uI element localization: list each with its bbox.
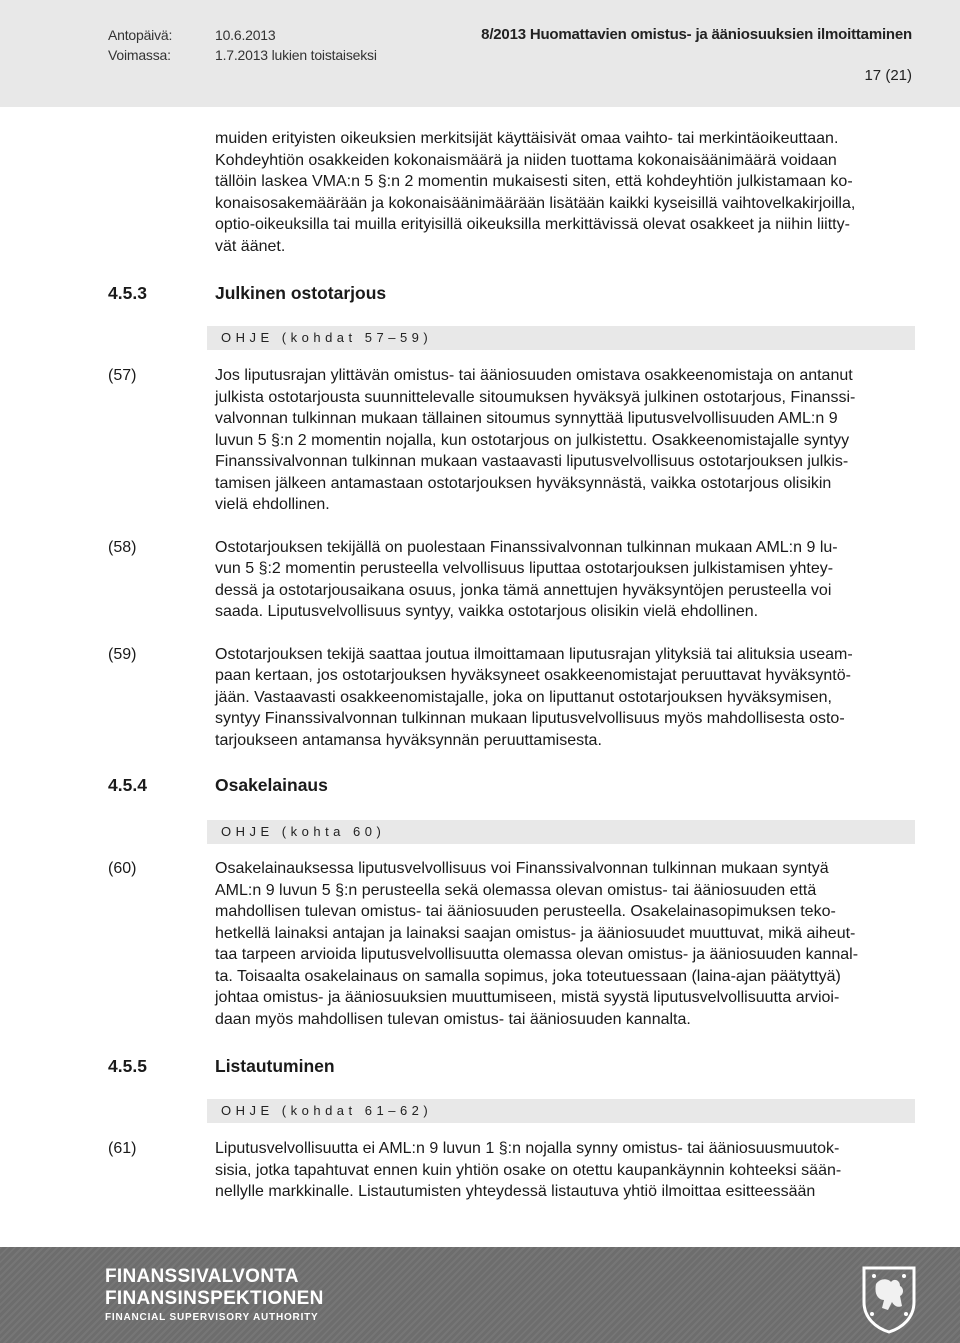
text-line: jään. Vastaavasti osakkeenomistajalle, joka on liputtanut ostotarjouksen hyväksymisen, bbox=[215, 688, 832, 706]
section-title: Listautuminen bbox=[215, 1056, 335, 1076]
text-line: vun 5 §:2 momentin perusteella velvollisuus liputtaa ostotarjouksen julkistamisen yhtey- bbox=[215, 560, 834, 577]
page-header bbox=[0, 0, 960, 107]
text-line: Finanssivalvonnan tulkinnan mukaan vastaavasti liputusvelvollisuus ostotarjouksen julkis- bbox=[215, 453, 849, 470]
text-line: Ostotarjouksen tekijällä on puolestaan Finanssivalvonnan tulkinnan mukaan AML:n 9 lu- bbox=[215, 538, 838, 556]
text-line: nellylle markkinalle. Listautumisten yhteydessä listautuva yhtiö ilmoittaa esitteessään bbox=[215, 1183, 816, 1200]
text-line: tamisen jälkeen antamastaan ostotarjouksen hyväksynnästä, vaikka ostotarjous olisikin bbox=[215, 474, 832, 492]
paragraph-number: (57) bbox=[108, 367, 137, 384]
intro-paragraph bbox=[215, 128, 915, 257]
logo-text-en: FINANCIAL SUPERVISORY AUTHORITY bbox=[105, 1312, 319, 1323]
text-line: mahdollisen tulevan omistus- tai ääniosuuden perusteella. Osakelainasopimuksen teko- bbox=[215, 903, 836, 920]
numbered-paragraph bbox=[0, 1138, 960, 1203]
guidance-banner: OHJE (kohdat 57–59) bbox=[207, 326, 915, 350]
text-line: ta. Toisaalta osakelainaus on samalla sopimus, joka toteutuessaan (laina-ajan päätyttyä) bbox=[215, 967, 841, 985]
text-line: Kohdeyhtiön osakkeiden kokonaismäärä ja niiden tuottama kokonaisäänimäärä voidaan bbox=[215, 151, 837, 169]
issue-date-value: 10.6.2013 bbox=[215, 27, 276, 43]
text-line: paan kertaan, jos ostotarjouksen hyväksyneet osakkeenomistajat peruuttavat hyväksyntö- bbox=[215, 667, 851, 684]
document-title: 8/2013 Huomattavien omistus- ja ääniosuuksien ilmoittaminen bbox=[481, 26, 912, 43]
paragraph-number: (58) bbox=[108, 538, 137, 556]
paragraph-text bbox=[215, 644, 915, 752]
paragraph-text bbox=[215, 537, 915, 623]
text-line: Liputusvelvollisuutta ei AML:n 9 luvun 1 §:n nojalla synny omistus- tai ääniosuusmuutok- bbox=[215, 1140, 840, 1157]
valid-label: Voimassa: bbox=[108, 47, 171, 63]
text-line: luvun 5 §:n 2 momentin nojalla, kun ostotarjous on julkistettu. Osakkeenomistajalle syntyy bbox=[215, 431, 850, 449]
text-line: sisia, jotka tapahtuvat ennen kuin yhtiön osake on otettu kaupankäynnin kohteeksi sään- bbox=[215, 1161, 842, 1179]
paragraph-number: (60) bbox=[108, 860, 137, 877]
text-line: valvonnan tulkinnan mukaan tällainen sitoumus synnyttää liputusvelvollisuuden AML:n 9 bbox=[215, 410, 838, 427]
text-line: optio-oikeuksilla tai muilla erityisillä oikeuksilla merkittävissä olevat osakkeet ja niihin liitty- bbox=[215, 216, 850, 233]
guidance-banner: OHJE (kohdat 61–62) bbox=[207, 1099, 915, 1123]
guidance-banner: OHJE (kohta 60) bbox=[207, 820, 915, 844]
text-line: syntyy Finanssivalvonnan tulkinnan mukaan liputusvelvollisuus myös mahdollisesta osto- bbox=[215, 710, 845, 727]
text-line: tarjoukseen antamansa hyväksynnän peruuttamisesta. bbox=[215, 731, 602, 749]
section-title: Osakelainaus bbox=[215, 775, 328, 795]
section-title: Julkinen ostotarjous bbox=[215, 283, 387, 303]
numbered-paragraph bbox=[0, 644, 960, 752]
logo-text-fi: FINANSSIVALVONTA bbox=[105, 1266, 299, 1287]
text-line: johtaa omistus- ja ääniosuuksien muuttumiseen, mistä syystä liputusvelvollisuutta arvioi- bbox=[215, 989, 840, 1006]
text-line: hetkellä lainaksi antajan ja lainaksi saajan omistus- ja ääniosuudet muuttuvat, mikä aiheut- bbox=[215, 924, 856, 942]
logo-text-sv: FINANSINSPEKTIONEN bbox=[105, 1288, 324, 1309]
text-line: muiden erityisten oikeuksien merkitsijät käyttäisivät omaa vaihto- tai merkintäoikeuttaan. bbox=[215, 130, 839, 147]
numbered-paragraph bbox=[0, 858, 960, 1030]
text-line: saada. Liputusvelvollisuus syntyy, vaikka ostotarjous olisikin vielä ehdollinen. bbox=[215, 603, 759, 620]
section-number: 4.5.5 bbox=[108, 1056, 147, 1076]
page-number: 17 (21) bbox=[864, 67, 912, 84]
paragraph-text bbox=[215, 1138, 915, 1203]
text-line: konaisosakemäärään ja kokonaisäänimäärään lisätään kaikki kyseisillä vaihtovelkakirjoilla, bbox=[215, 194, 856, 212]
text-line: Osakelainauksessa liputusvelvollisuus voi Finanssivalvonnan tulkinnan mukaan syntyä bbox=[215, 860, 829, 877]
document-body bbox=[0, 128, 960, 1203]
text-line: vielä ehdollinen. bbox=[215, 496, 330, 513]
paragraph-text bbox=[215, 365, 915, 516]
section-heading bbox=[0, 773, 960, 797]
numbered-paragraph bbox=[0, 537, 960, 623]
text-line: daan myös mahdollisen tulevan omistus- tai ääniosuuden kannalta. bbox=[215, 1010, 691, 1028]
paragraph-number: (61) bbox=[108, 1140, 137, 1157]
section-number: 4.5.4 bbox=[108, 775, 147, 795]
paragraph-text bbox=[215, 858, 915, 1030]
text-line: Ostotarjouksen tekijä saattaa joutua ilmoittamaan liputusrajan ylityksiä tai alituksia useam- bbox=[215, 645, 853, 663]
section-heading bbox=[0, 281, 960, 305]
text-line: AML:n 9 luvun 5 §:n perusteella sekä olemassa olevan omistus- tai ääniosuuden että bbox=[215, 881, 817, 899]
text-line: tällöin laskea VMA:n 5 §:n 2 momentin mukaisesti siten, että kohdeyhtiön julkistamaan ko- bbox=[215, 173, 853, 190]
text-line: taa tarpeen arvioida liputusvelvollisuutta olemassa olevan omistus- ja ääniosuuden kannal- bbox=[215, 946, 859, 963]
section-number: 4.5.3 bbox=[108, 283, 147, 303]
text-line: julkista ostotarjousta suunnittelevalle sitoumuksen hyväksyä julkinen ostotarjous, Finanssi- bbox=[215, 388, 856, 406]
paragraph-number: (59) bbox=[108, 645, 137, 663]
text-line: vät äänet. bbox=[215, 237, 286, 255]
lion-emblem-icon bbox=[858, 1262, 920, 1334]
valid-value: 1.7.2013 lukien toistaiseksi bbox=[215, 47, 377, 63]
issue-date-label: Antopäivä: bbox=[108, 27, 173, 43]
numbered-paragraph bbox=[0, 365, 960, 516]
section-heading bbox=[0, 1054, 960, 1078]
text-line: dessä ja ostotarjousaikana osuus, jonka tämä annettujen hyväksyntöjen perusteella voi bbox=[215, 581, 832, 599]
text-line: Jos liputusrajan ylittävän omistus- tai ääniosuuden omistava osakkeenomistaja on antanut bbox=[215, 367, 853, 384]
